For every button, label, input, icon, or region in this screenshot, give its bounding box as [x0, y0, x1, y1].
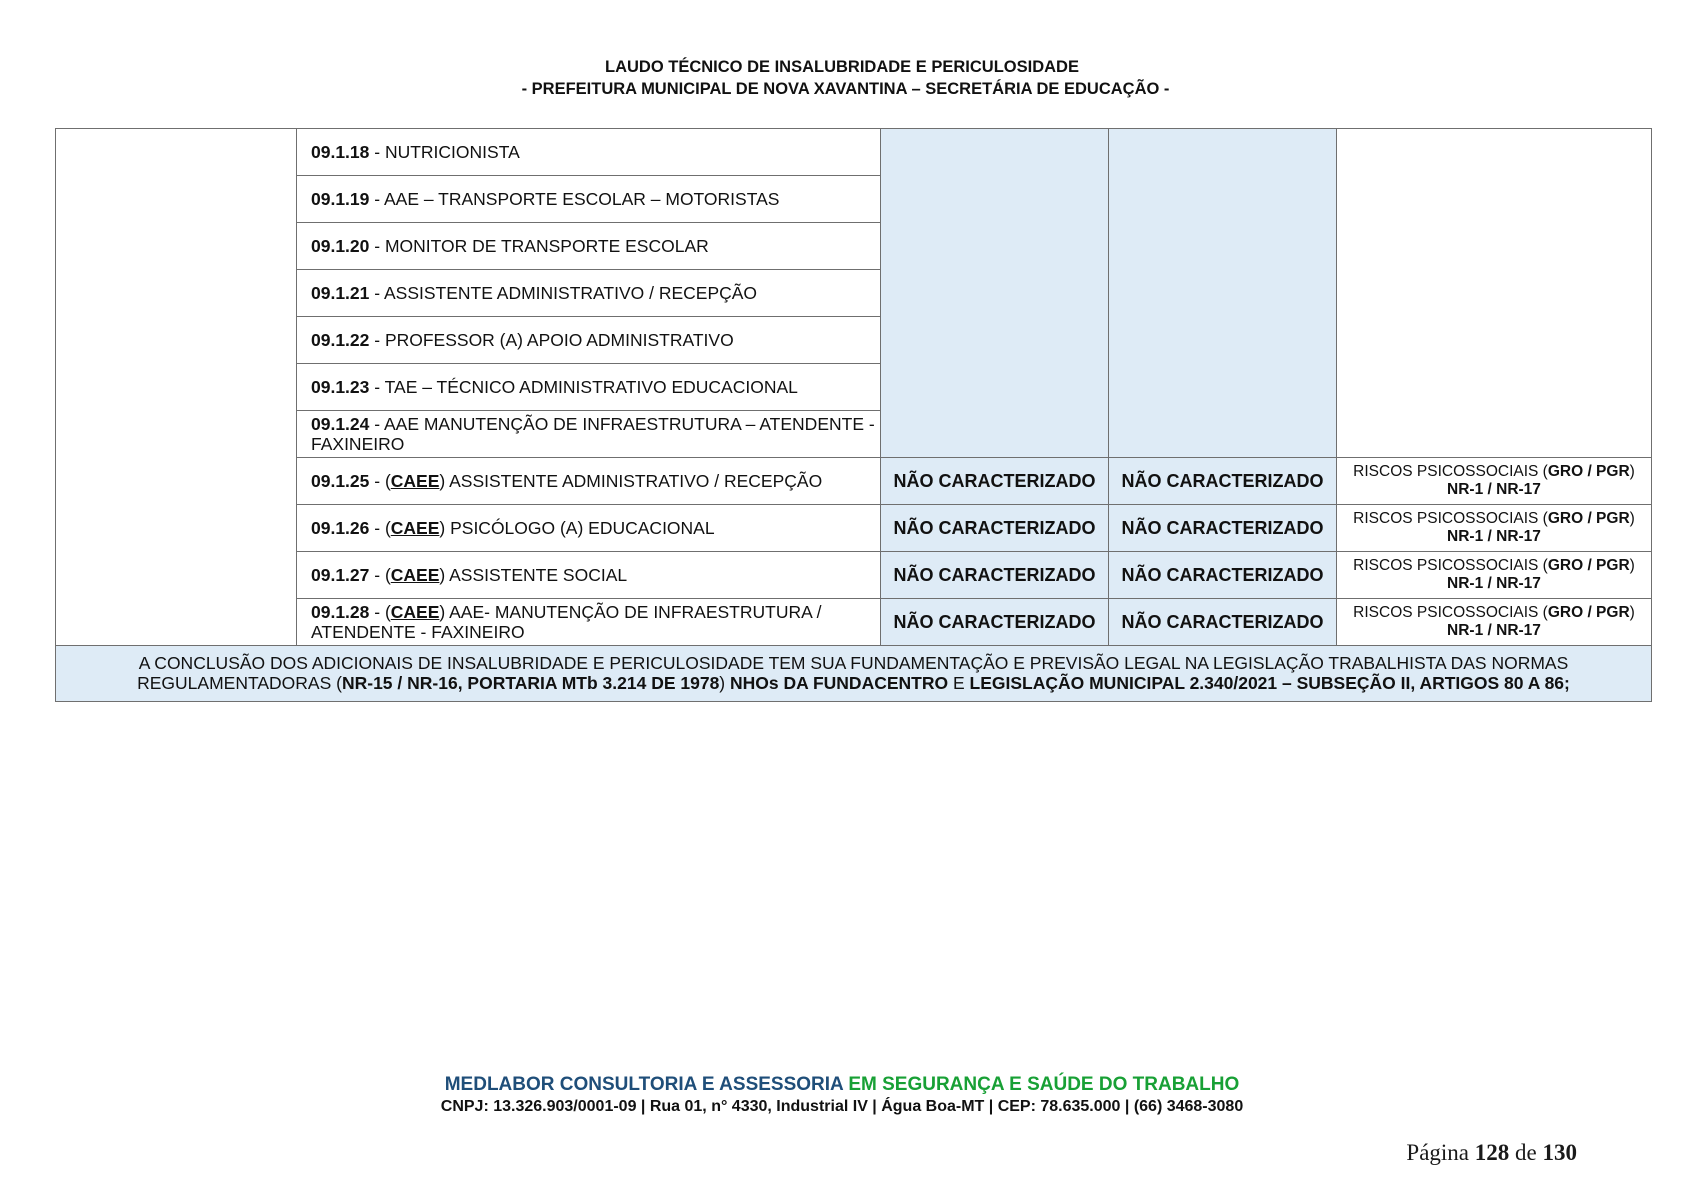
risk-norms: NR-1 / NR-17	[1447, 528, 1541, 545]
occupation-code: 09.1.22	[311, 330, 370, 350]
occupation-code: 09.1.28	[311, 602, 370, 622]
document-title: LAUDO TÉCNICO DE INSALUBRIDADE E PERICULOSIDADE	[605, 58, 1079, 76]
risk-suffix: )	[1629, 510, 1635, 527]
occupation-cell	[297, 411, 881, 458]
insalubridade-status: NÃO CARACTERIZADO	[881, 458, 1109, 505]
risk-program: GRO / PGR	[1547, 510, 1630, 527]
occupation-name: - MONITOR DE TRANSPORTE ESCOLAR	[369, 236, 709, 256]
risk-suffix: )	[1629, 557, 1635, 574]
conclusion-text: E	[948, 673, 970, 693]
document-subtitle: - PREFEITURA MUNICIPAL DE NOVA XAVANTINA – SECRETÁRIA DE EDUCAÇÃO -	[521, 80, 1170, 98]
document-header	[0, 56, 1684, 100]
separator-text: - (	[369, 565, 391, 585]
occupation-cell	[297, 552, 881, 599]
risk-prefix: RISCOS PSICOSSOCIAIS (	[1353, 510, 1548, 527]
risk-cell	[1337, 552, 1652, 599]
risk-program: GRO / PGR	[1547, 557, 1630, 574]
occupation-cell	[297, 364, 881, 411]
page-current: 128	[1474, 1140, 1510, 1165]
occupation-name: - NUTRICIONISTA	[369, 142, 520, 162]
conclusion-row	[56, 646, 1652, 702]
risk-program: GRO / PGR	[1547, 463, 1630, 480]
occupation-cell	[297, 458, 881, 505]
periculosidade-cell	[1109, 129, 1337, 458]
occupation-code: 09.1.26	[311, 518, 370, 538]
occupation-cell	[297, 176, 881, 223]
separator-text: - (	[369, 518, 391, 538]
periculosidade-status: NÃO CARACTERIZADO	[1109, 599, 1337, 646]
occupation-code: 09.1.25	[311, 471, 370, 491]
conclusion-text: )	[719, 673, 730, 693]
occupation-name: - PROFESSOR (A) APOIO ADMINISTRATIVO	[369, 330, 734, 350]
empty-sector-cell	[56, 129, 297, 646]
occupation-code: 09.1.27	[311, 565, 370, 585]
company-name: MEDLABOR CONSULTORIA E ASSESSORIA	[444, 1074, 844, 1095]
table-row	[56, 129, 1652, 176]
occupation-code: 09.1.20	[311, 236, 370, 256]
risk-suffix: )	[1629, 604, 1635, 621]
risk-cell	[1337, 505, 1652, 552]
occupations-table	[55, 128, 1652, 702]
insalubridade-status: NÃO CARACTERIZADO	[881, 552, 1109, 599]
conclusion-fundacentro: NHOs DA FUNDACENTRO	[730, 673, 949, 693]
insalubridade-status: NÃO CARACTERIZADO	[881, 505, 1109, 552]
risk-suffix: )	[1629, 463, 1635, 480]
occupation-code: 09.1.23	[311, 377, 370, 397]
occupation-cell	[297, 270, 881, 317]
occupation-code: 09.1.24	[311, 414, 370, 434]
caee-label: CAEE	[390, 518, 440, 538]
risk-norms: NR-1 / NR-17	[1447, 575, 1541, 592]
occupation-name: ) AAE- MANUTENÇÃO DE INFRAESTRUTURA / ATENDENTE - FAXINEIRO	[311, 602, 822, 642]
conclusion-legislation: LEGISLAÇÃO MUNICIPAL 2.340/2021 – SUBSEÇÃO II, ARTIGOS 80 A 86;	[969, 673, 1570, 693]
risk-prefix: RISCOS PSICOSSOCIAIS (	[1353, 604, 1548, 621]
footer-address: CNPJ: 13.326.903/0001-09 | Rua 01, n° 4330, Industrial IV | Água Boa-MT | CEP: 78.635.000 | (66) 3468-3080	[440, 1098, 1244, 1115]
separator-text: - (	[369, 471, 391, 491]
risk-norms: NR-1 / NR-17	[1447, 622, 1541, 639]
page-of: de	[1509, 1140, 1543, 1165]
occupation-cell	[297, 129, 881, 176]
caee-label: CAEE	[390, 471, 440, 491]
occupation-cell	[297, 317, 881, 364]
footer-company-name	[0, 1074, 1684, 1096]
occupation-name: ) PSICÓLOGO (A) EDUCACIONAL	[439, 518, 715, 538]
page-label: Página	[1406, 1140, 1475, 1165]
page-total: 130	[1542, 1140, 1577, 1165]
periculosidade-status: NÃO CARACTERIZADO	[1109, 505, 1337, 552]
conclusion-text: A CONCLUSÃO DOS ADICIONAIS DE INSALUBRIDADE E PERICULOSIDADE TEM SUA FUNDAMENTAÇÃO E PREVISÃO LEGAL NA LEGISLAÇÃO TRABALHISTA DAS NORMAS REGULAMENTADORAS (	[137, 653, 1569, 693]
occupation-name: ) ASSISTENTE SOCIAL	[439, 565, 628, 585]
separator-text: - (	[369, 602, 391, 622]
occupation-code: 09.1.21	[311, 283, 370, 303]
occupation-name: - AAE – TRANSPORTE ESCOLAR – MOTORISTAS	[369, 189, 780, 209]
occupation-cell	[297, 505, 881, 552]
risk-norms: NR-1 / NR-17	[1447, 481, 1541, 498]
insalubridade-cell	[881, 129, 1109, 458]
periculosidade-status: NÃO CARACTERIZADO	[1109, 458, 1337, 505]
conclusion-cell	[56, 646, 1652, 702]
risk-cell	[1337, 458, 1652, 505]
company-tagline: EM SEGURANÇA E SAÚDE DO TRABALHO	[843, 1074, 1240, 1095]
caee-label: CAEE	[390, 565, 440, 585]
risk-prefix: RISCOS PSICOSSOCIAIS (	[1353, 557, 1548, 574]
page-number	[1406, 1140, 1577, 1166]
occupation-name: - AAE MANUTENÇÃO DE INFRAESTRUTURA – ATENDENTE - FAXINEIRO	[311, 414, 875, 454]
occupation-cell	[297, 223, 881, 270]
conclusion-norms: NR-15 / NR-16, PORTARIA MTb 3.214 DE 1978	[341, 673, 720, 693]
occupation-code: 09.1.18	[311, 142, 370, 162]
occupation-cell	[297, 599, 881, 646]
risk-prefix: RISCOS PSICOSSOCIAIS (	[1353, 463, 1548, 480]
risk-cell	[1337, 599, 1652, 646]
risk-cell	[1337, 129, 1652, 458]
periculosidade-status: NÃO CARACTERIZADO	[1109, 552, 1337, 599]
occupation-name: ) ASSISTENTE ADMINISTRATIVO / RECEPÇÃO	[439, 471, 823, 491]
occupation-name: - TAE – TÉCNICO ADMINISTRATIVO EDUCACIONAL	[369, 377, 798, 397]
occupation-code: 09.1.19	[311, 189, 370, 209]
occupation-name: - ASSISTENTE ADMINISTRATIVO / RECEPÇÃO	[369, 283, 758, 303]
caee-label: CAEE	[390, 602, 440, 622]
insalubridade-status: NÃO CARACTERIZADO	[881, 599, 1109, 646]
risk-program: GRO / PGR	[1547, 604, 1630, 621]
